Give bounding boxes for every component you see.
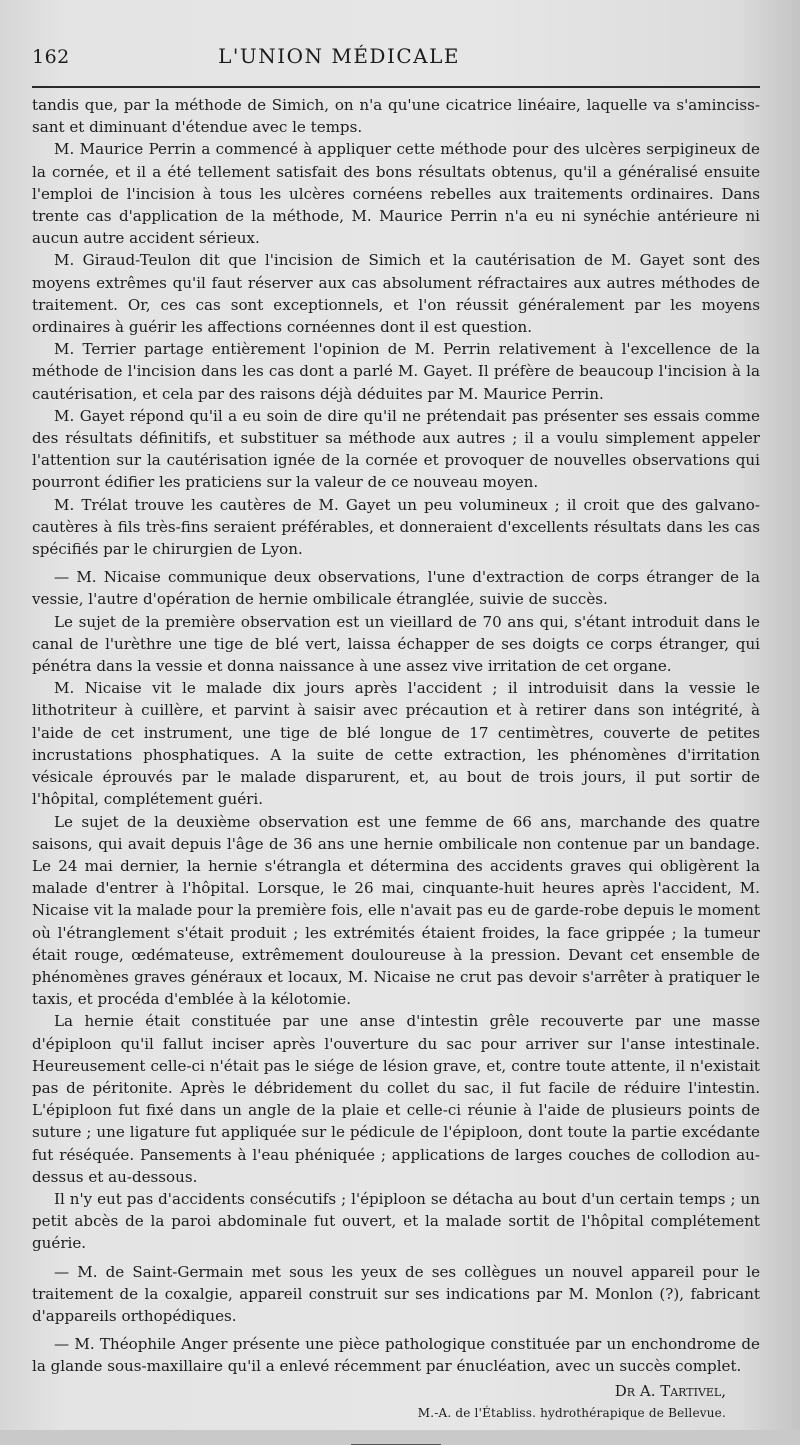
paragraph: — M. Nicaise communique deux observations, l'une d'extraction de corps étranger de la vessie, l'autre d'opération de hernie ombilicale étranglée, suivie de succès. — [32, 568, 760, 609]
paragraph: La hernie était constituée par une anse d'intestin grêle recouverte par une masse d'épiploon qu'il fallut inciser après l'ouverture du sac pour arriver sur l'anse intestinale. Heureusement celle-ci n'était pas le siége de lésion grave, et, contre toute attente, il n'existait pas de péritonite. Après le débridement du collet du sac, il fut facile de réduire l'intestin. L'épiploon fut fixé dans un angle de la plaie et celle-ci réunie à l'aide de plusieurs points de suture ; une ligature fut appliquée sur le pédicule de l'épiploon, dont toute la partie excédante fut réséquée. Pansements à l'eau phéniquée ; applications de larges couches de collodion au-dessus et au-dessous. — [32, 1012, 760, 1186]
article-body — [32, 94, 760, 1378]
paragraph: — M. de Saint-Germain met sous les yeux de ses collègues un nouvel appareil pour le traitement de la coxalgie, appareil construit sur ses indications par M. Monlon (?), fabricant d'appareils orthopédiques. — [32, 1262, 760, 1325]
paragraph: Le sujet de la deuxième observation est une femme de 66 ans, marchande des quatre saisons, qui avait depuis l'âge de 36 ans une hernie ombilicale non contenue par un bandage. Le 24 mai dernier, la hernie s'étrangla et détermina des accidents graves qui obligèrent la malade d'entrer à l'hôpital. Lorsque, le 26 mai, cinquante-huit heures après l'accident, M. Nicaise vit la malade pour la première fois, elle n'avait pas eu de garde-robe depuis le moment où l'étranglement s'était produit ; les extrémités étaient froides, la face grippée ; la tumeur était rouge, œdémateuse, extrêmement douloureuse à la pression. Devant cet ensemble de phénomènes graves généraux et locaux, M. Nicaise ne crut pas devoir s'arrêter à pratiquer le taxis, et procéda d'emblée à la kélotomie. — [32, 812, 760, 1009]
paragraph: M. Nicaise vit le malade dix jours après l'accident ; il introduisit dans la vessie le lithotriteur à cuillère, et parvint à saisir avec précaution et à retirer dans son intégrité, à l'aide de cet instrument, une tige de blé longue de 17 centimètres, couverte de petites incrustations phosphatiques. A la suite de cette extraction, les phénomènes d'irritation vésicale éprouvés par le malade disparurent, et, au bout de trois jours, il put sortir de l'hôpital, complétement guéri. — [32, 679, 760, 809]
page-number: 162 — [32, 46, 70, 68]
footer-rule — [351, 1444, 441, 1445]
paragraph: Le sujet de la première observation est un vieillard de 70 ans qui, s'étant introduit dans le canal de l'urèthre une tige de blé vert, laissa échapper de ses doigts ce corps étranger, qui pénétra dans la vessie et donna naissance à une assez vive irritation de cet organe. — [32, 612, 760, 676]
paragraph: — M. Théophile Anger présente une pièce pathologique constituée par un enchondrome de la glande sous-maxillaire qu'il a enlevé récemment par énucléation, avec un succès complet. — [32, 1335, 760, 1376]
running-head: L'UNION MÉDICALE — [218, 44, 460, 68]
page-header — [32, 44, 760, 84]
paragraph: M. Maurice Perrin a commencé à appliquer cette méthode pour des ulcères serpigineux de la cornée, et il a été tellement satisfait des bons résultats obtenus, qu'il a généralisé ensuite l'emploi de l'incision à tous les ulcères cornéens rebelles aux traitements ordinaires. Dans trente cas d'application de la méthode, M. Maurice Perrin n'a eu ni synéchie antérieure ni aucun autre accident sérieux. — [32, 140, 760, 248]
paragraph: tandis que, par la méthode de Simich, on n'a qu'une cicatrice linéaire, laquelle va s'aminciss-sant et diminuant d'étendue avec le temps. — [32, 96, 760, 137]
signature-name: Dr A. Tartivel, — [614, 1381, 726, 1400]
paragraph: M. Trélat trouve les cautères de M. Gayet un peu volumineux ; il croit que des galvano-cautères à fils très-fins seraient préférables, et donneraient d'excellents résultats dans les cas spécifiés par le chirurgien de Lyon. — [32, 495, 760, 559]
paragraph: M. Terrier partage entièrement l'opinion de M. Perrin relativement à l'excellence de la méthode de l'incision dans les cas dont a parlé M. Gayet. Il préfère de beaucoup l'incision à la cautérisation, et cela par des raisons déjà déduites par M. Maurice Perrin. — [32, 340, 760, 403]
paragraph: M. Gayet répond qu'il a eu soin de dire qu'il ne prétendait pas présenter ses essais comme des résultats définitifs, et substituer sa méthode aux autres ; il a voulu simplement appeler l'attention sur la cautérisation ignée de la cornée et provoquer de nouvelles observations qui pourront édifier les praticiens sur la valeur de ce nouveau moyen. — [32, 406, 760, 492]
paragraph: M. Giraud-Teulon dit que l'incision de Simich et la cautérisation de M. Gayet sont des moyens extrêmes qu'il faut réserver aux cas absolument réfractaires aux autres méthodes de traitement. Or, ces cas sont exceptionnels, et l'on réussit généralement par les moyens ordinaires à guérir les affections cornéennes dont il est question. — [32, 251, 760, 337]
paragraph: Il n'y eut pas d'accidents consécutifs ; l'épiploon se détacha au bout d'un certain temps ; un petit abcès de la paroi abdominale fut ouvert, et la malade sortit de l'hôpital complétement guérie. — [32, 1189, 760, 1253]
header-rule — [32, 86, 760, 88]
signature-block — [32, 1380, 760, 1424]
signature-affiliation: M.-A. de l'Établiss. hydrothérapique de Bellevue. — [417, 1405, 726, 1420]
